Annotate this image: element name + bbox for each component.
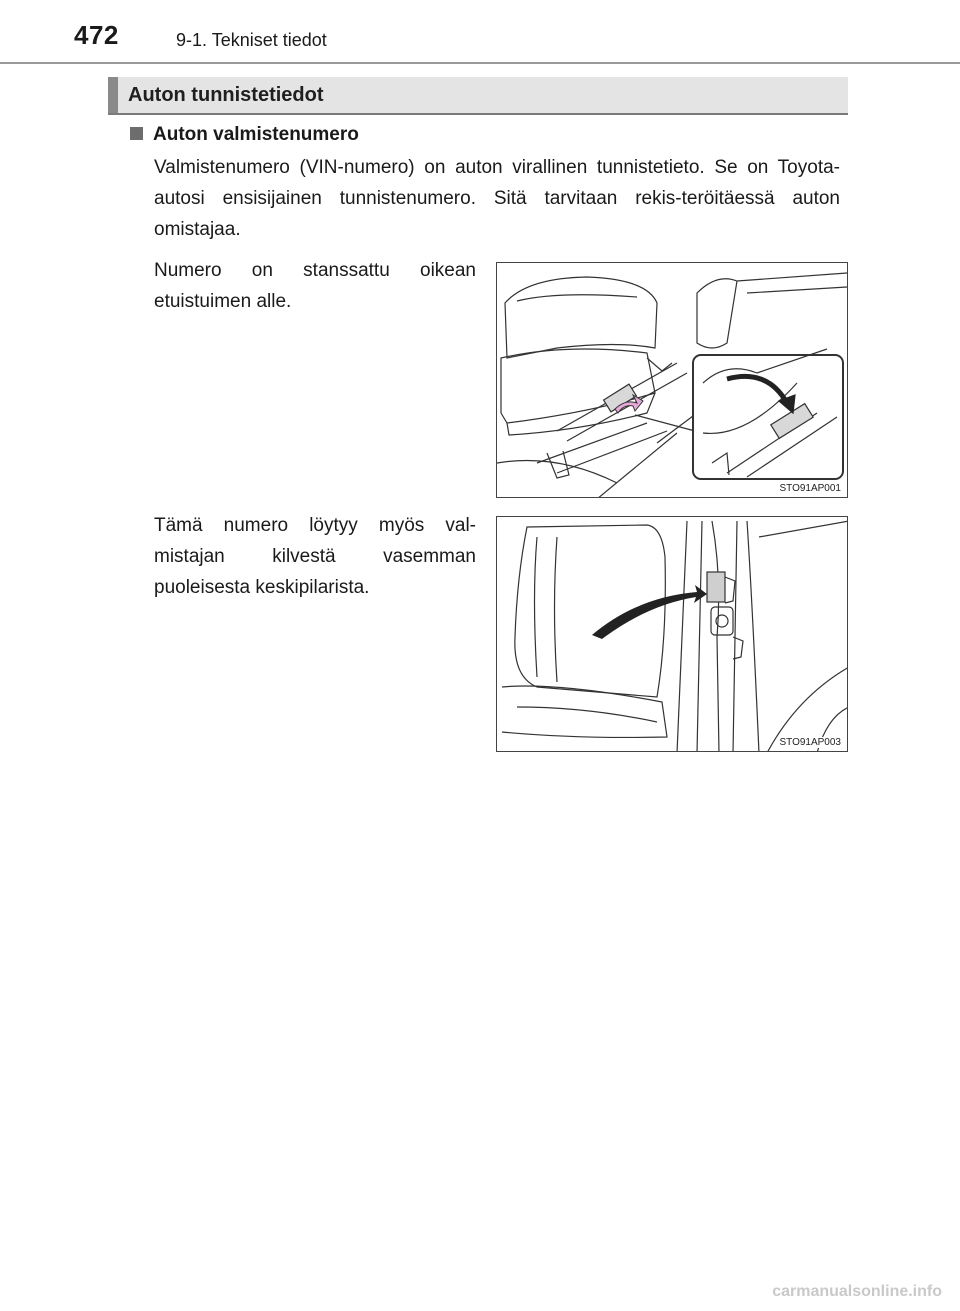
figure-seat-vin-location: [496, 262, 848, 498]
figure-2-code: STO91AP003: [779, 737, 841, 748]
square-bullet-icon: [130, 127, 143, 140]
chapter-title: 9-1. Tekniset tiedot: [176, 30, 327, 50]
header-divider: [0, 62, 960, 64]
figure-pillar-plate-location: [496, 516, 848, 752]
watermark: carmanualsonline.info: [772, 1283, 942, 1300]
subsection-heading: [130, 124, 359, 146]
seat-illustration: [497, 263, 848, 498]
page-number: 472: [74, 20, 119, 50]
subsection-title: Auton valmistenumero: [153, 124, 359, 145]
section-accent: [108, 77, 118, 113]
figure-1-code: STO91AP001: [779, 483, 841, 494]
section-title: Auton tunnistetiedot: [128, 84, 324, 106]
section-heading-bar: [108, 77, 848, 115]
figure-2-caption: Tämä numero löytyy myös val-mistajan kilvestä vasemman puoleisesta keskipilarista.: [154, 515, 476, 598]
intro-paragraph: Valmistenumero (VIN-numero) on auton virallinen tunnistetieto. Se on Toyota-autosi ensisijainen tunnistenumero. Sitä tarvitaan rekis-teröitäessä auton omistajaa.: [154, 157, 840, 240]
pillar-illustration: [497, 517, 848, 752]
figure-1-caption: Numero on stanssattu oikean etuistuimen alle.: [154, 260, 476, 312]
